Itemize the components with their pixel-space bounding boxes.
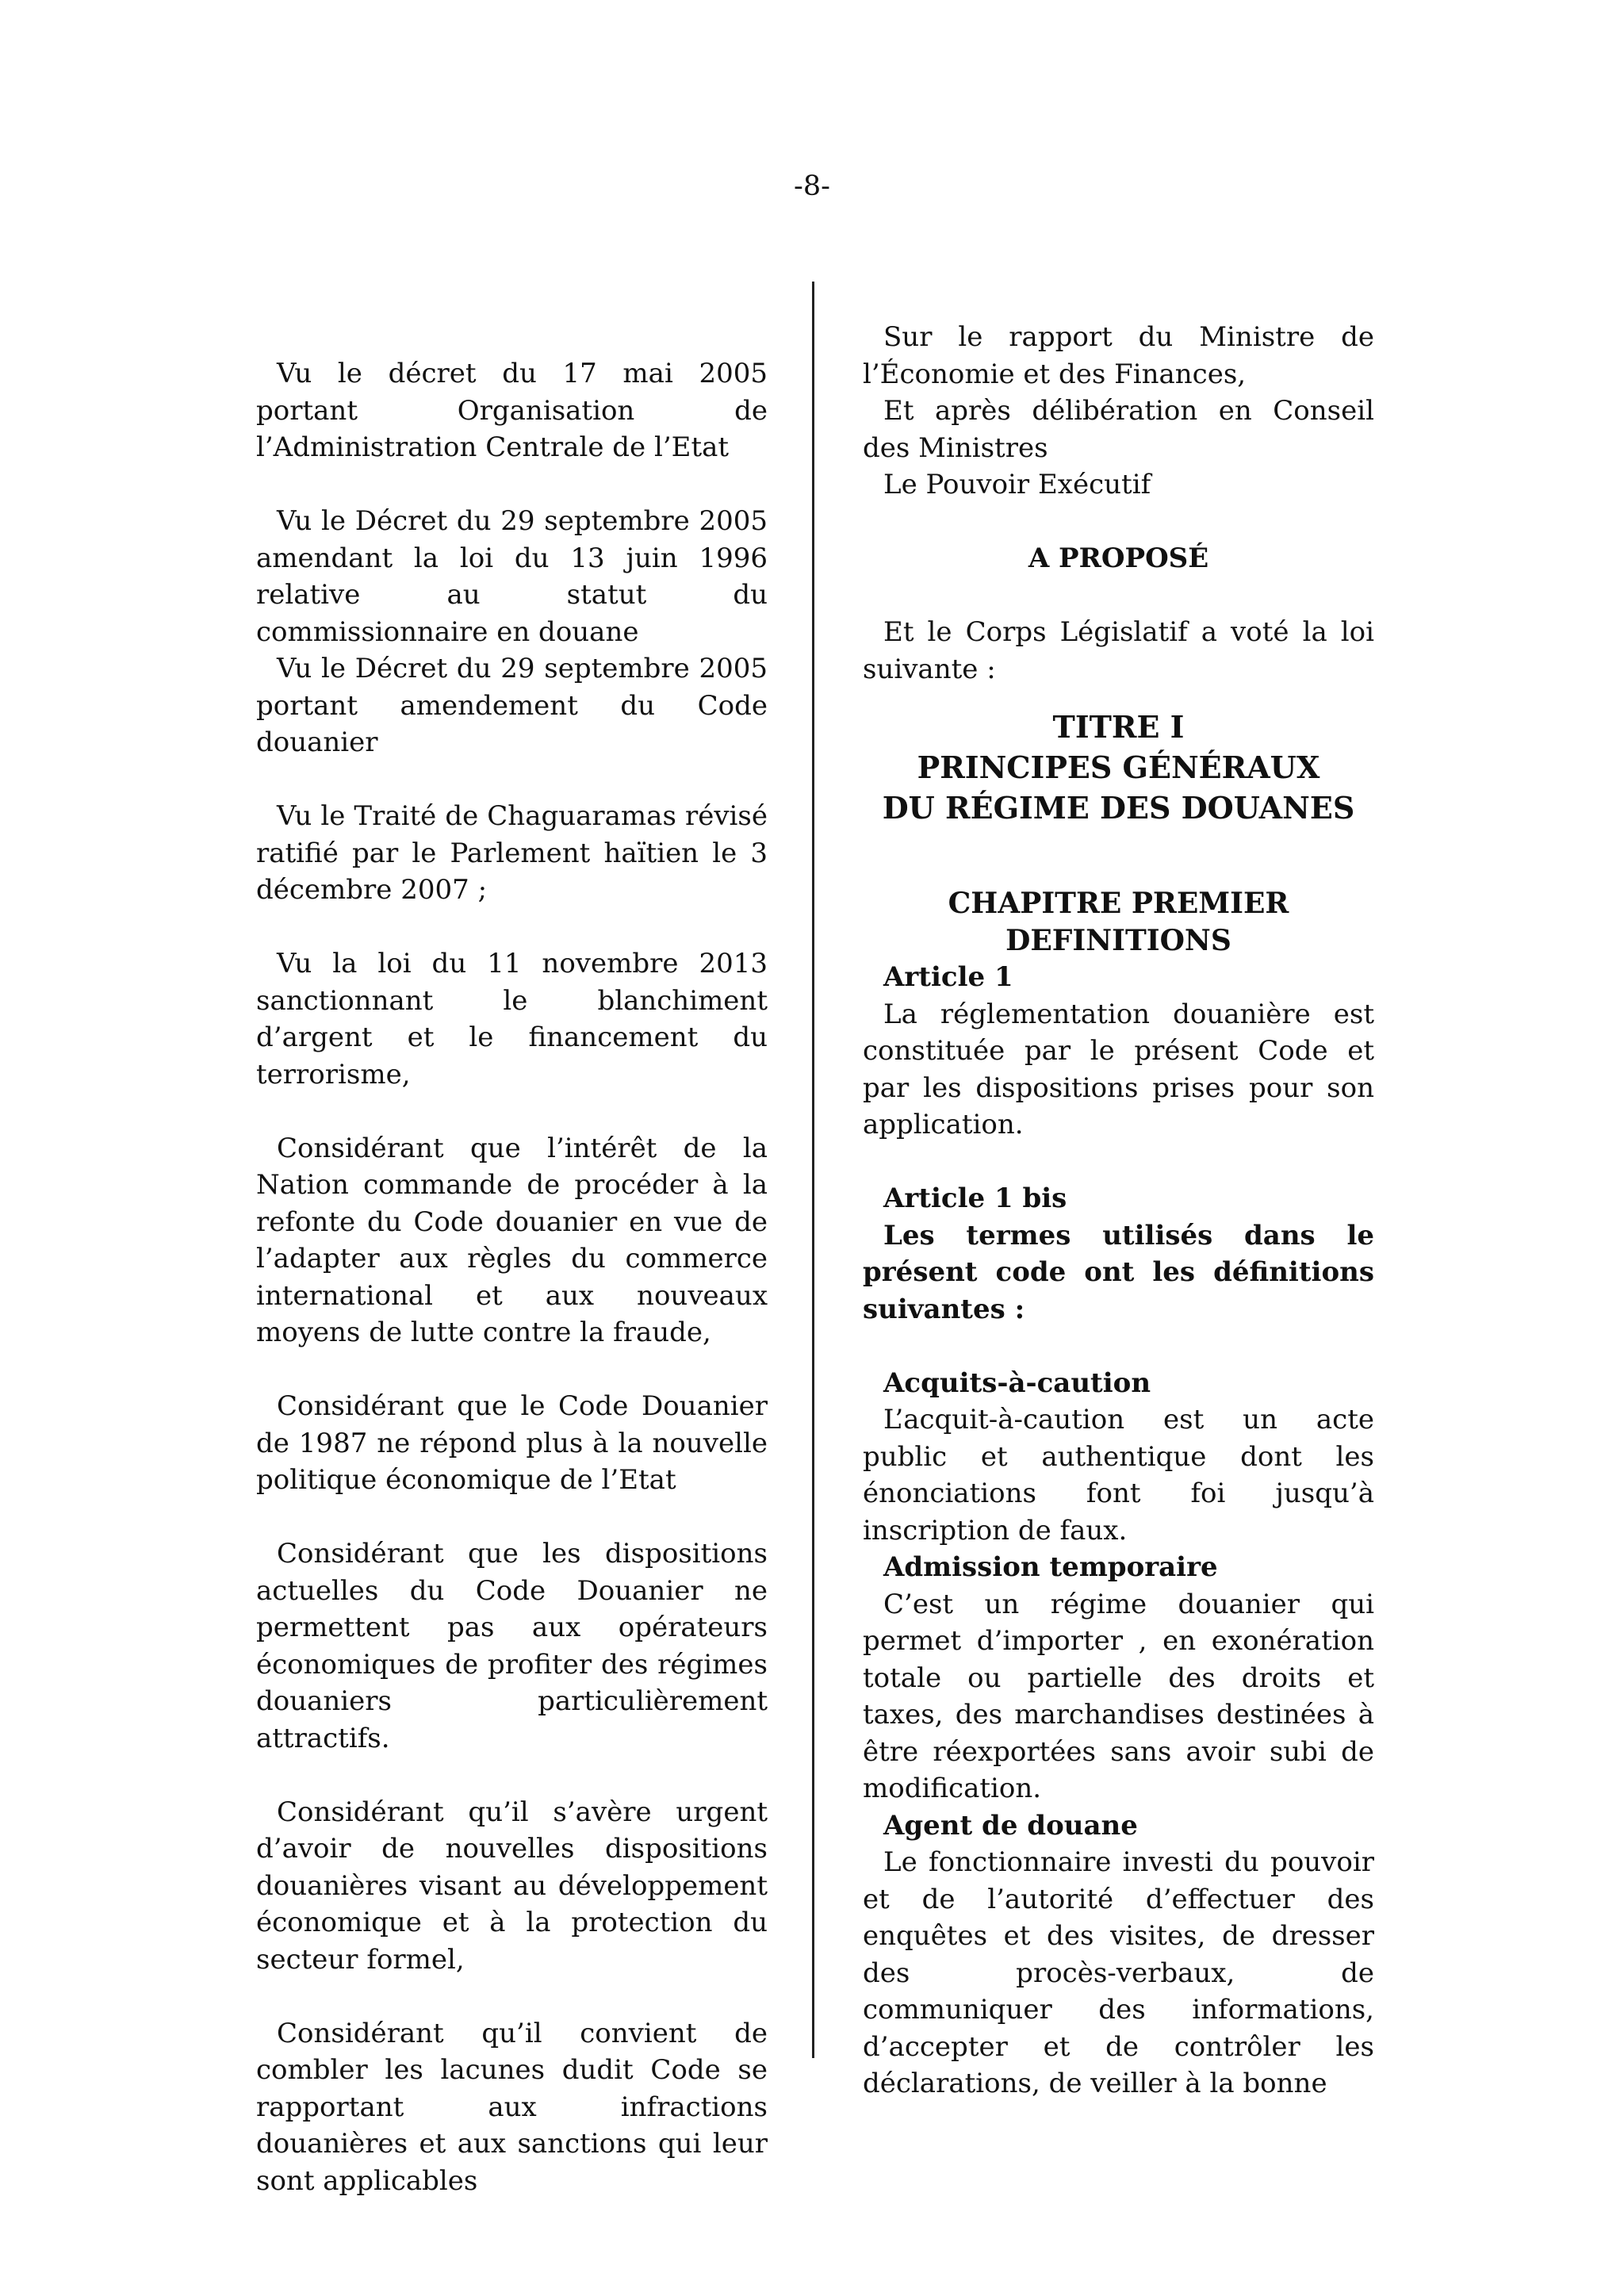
article-heading: Article 1 bbox=[883, 961, 1013, 993]
article-intro: Les termes utilisés dans le présent code ont les définitions suivantes : bbox=[863, 1219, 1374, 1325]
right-column bbox=[863, 319, 1374, 2102]
definition-term: Acquits-à-caution bbox=[883, 1366, 1151, 1399]
recital-paragraph: Considérant qu’il convient de combler les lacunes dudit Code se rapportant aux infractions douanières et aux sanctions qui leur sont applicables bbox=[256, 2017, 768, 2197]
column-divider bbox=[812, 282, 814, 2058]
chapter-line: DEFINITIONS bbox=[1005, 923, 1231, 957]
title-line: DU RÉGIME DES DOUANES bbox=[882, 790, 1355, 826]
vote-paragraph: Et le Corps Législatif a voté la loi suivante : bbox=[863, 616, 1374, 685]
definition-text: Le fonctionnaire investi du pouvoir et de l’autorité d’effectuer des enquêtes et des visites, de dresser des procès-verbaux, de communiquer des informations, d’accepter et de contrôler les déclarations, de veiller à la bonne bbox=[863, 1846, 1374, 2099]
article-text: La réglementation douanière est constituée par le présent Code et par les dispositions prises pour son application. bbox=[863, 998, 1374, 1140]
recital-paragraph: Vu le Décret du 29 septembre 2005 portant amendement du Code douanier bbox=[256, 653, 768, 758]
recital-paragraph: Considérant que les dispositions actuelles du Code Douanier ne permettent pas aux opérateurs économiques de profiter des régimes douaniers particulièrement attractifs. bbox=[256, 1538, 768, 1754]
recital-paragraph: Vu le décret du 17 mai 2005 portant Organisation de l’Administration Centrale de l’Etat bbox=[256, 358, 768, 463]
proposal-heading: A PROPOSÉ bbox=[1028, 542, 1209, 574]
preamble-line: Sur le rapport du Ministre de l’Économie et des Finances, bbox=[863, 321, 1374, 390]
left-column bbox=[256, 355, 768, 2199]
recital-paragraph: Vu la loi du 11 novembre 2013 sanctionnant le blanchiment d’argent et le financement du terrorisme, bbox=[256, 948, 768, 1091]
definition-text: C’est un régime douanier qui permet d’importer , en exonération totale ou partielle des droits et taxes, des marchandises destinées à être réexportées sans avoir subi de modification. bbox=[863, 1588, 1374, 1804]
title-block bbox=[863, 707, 1374, 828]
definition-term: Agent de douane bbox=[883, 1809, 1138, 1842]
definition-term: Admission temporaire bbox=[883, 1551, 1218, 1583]
page-number: -8- bbox=[794, 171, 830, 202]
preamble-line: Et après délibération en Conseil des Ministres bbox=[863, 395, 1374, 464]
title-line: PRINCIPES GÉNÉRAUX bbox=[917, 749, 1320, 785]
title-line: TITRE I bbox=[1052, 709, 1185, 745]
recital-paragraph: Vu le Traité de Chaguaramas révisé ratifié par le Parlement haïtien le 3 décembre 2007 ; bbox=[256, 800, 768, 906]
recital-paragraph: Vu le Décret du 29 septembre 2005 amendant la loi du 13 juin 1996 relative au statut du commissionnaire en douane bbox=[256, 505, 768, 648]
recital-paragraph: Considérant qu’il s’avère urgent d’avoir de nouvelles dispositions douanières visant au développement économique et à la protection du secteur formel, bbox=[256, 1796, 768, 1976]
article-heading: Article 1 bis bbox=[883, 1182, 1067, 1214]
chapter-line: CHAPITRE PREMIER bbox=[948, 887, 1289, 920]
recital-paragraph: Considérant que l’intérêt de la Nation commande de procéder à la refonte du Code douanier en vue de l’adapter aux règles du commerce international et aux nouveaux moyens de lutte contre la fraude, bbox=[256, 1132, 768, 1348]
recital-paragraph: Considérant que le Code Douanier de 1987 ne répond plus à la nouvelle politique économique de l’Etat bbox=[256, 1390, 768, 1496]
chapter-block bbox=[863, 885, 1374, 959]
preamble-line: Le Pouvoir Exécutif bbox=[883, 469, 1151, 500]
definition-text: L’acquit-à-caution est un acte public et authentique dont les énonciations font foi jusqu’à inscription de faux. bbox=[863, 1404, 1374, 1547]
